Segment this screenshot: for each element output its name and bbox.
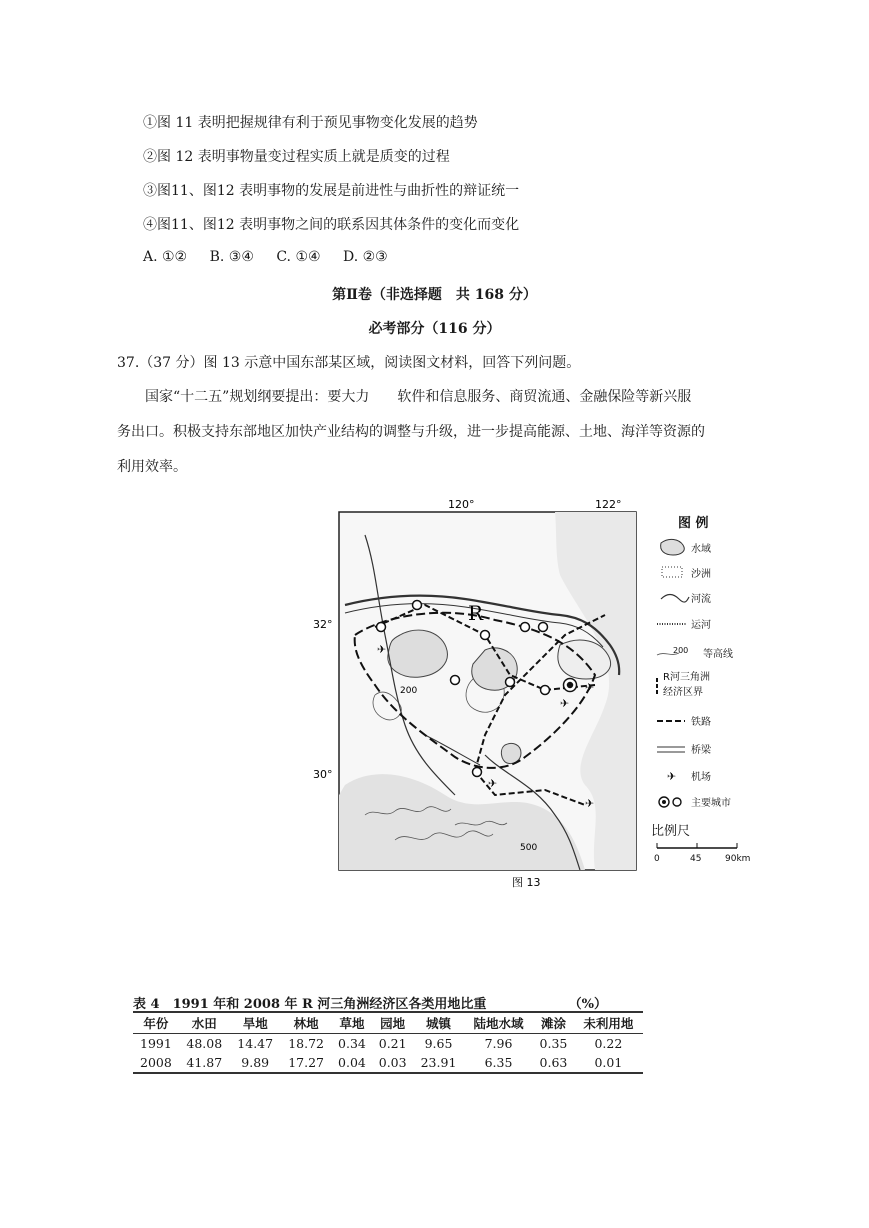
- legend-zone-boundary: 经济区界: [663, 687, 703, 698]
- cell: 0.35: [539, 1036, 568, 1051]
- header-urban: 城镇: [426, 1016, 452, 1031]
- option-statement-1: ①图 11 表明把握规律有利于预见事物变化发展的趋势: [143, 115, 478, 131]
- scale-tick-0: 0: [654, 854, 660, 864]
- cell: 41.87: [186, 1055, 223, 1070]
- legend-contour-sample: 200: [673, 646, 689, 655]
- bridge-icon: [657, 747, 685, 752]
- legend-canal: 运河: [691, 620, 711, 631]
- answer-choices: [143, 249, 388, 265]
- map-caption: 图 13: [512, 876, 541, 889]
- header-tidal-flat: 滩涂: [540, 1016, 566, 1031]
- legend-river: 河流: [691, 594, 711, 605]
- svg-text:✈: ✈: [560, 697, 570, 710]
- cell: 6.35: [484, 1055, 513, 1070]
- cell: 18.72: [288, 1036, 325, 1051]
- legend-airport: 机场: [691, 772, 711, 783]
- header-inland-water: 陆地水域: [473, 1016, 524, 1031]
- legend-title: 图 例: [678, 516, 709, 531]
- airport-icon: ✈: [667, 770, 677, 783]
- lat-label-30: 30°: [313, 768, 333, 781]
- cell: 9.89: [241, 1055, 270, 1070]
- choice-b[interactable]: B. ③④: [209, 249, 254, 265]
- section-title: 第Ⅱ卷（非选择题 共 168 分）: [332, 287, 537, 303]
- cell: 23.91: [420, 1055, 457, 1070]
- table-row: [133, 1053, 643, 1073]
- scale-tick-45: 45: [690, 854, 702, 864]
- header-dryland: 旱地: [242, 1016, 268, 1031]
- land-use-table-block: [133, 993, 645, 1074]
- cell: 48.08: [186, 1036, 223, 1051]
- choice-d[interactable]: D. ②③: [343, 249, 388, 265]
- scale-tick-90: 90km: [725, 854, 751, 864]
- cell: 0.34: [338, 1036, 366, 1051]
- land-use-table: [133, 1011, 643, 1074]
- scale-bar: [657, 843, 737, 848]
- cell: 0.03: [378, 1055, 407, 1070]
- cell: 9.65: [424, 1036, 453, 1051]
- legend-city: 主要城市: [691, 798, 731, 809]
- cell: 0.04: [338, 1055, 366, 1070]
- header-year: 年份: [143, 1016, 169, 1031]
- map-figure: [305, 495, 780, 895]
- legend-contour: 等高线: [703, 649, 733, 660]
- lon-label-120: 120°: [448, 498, 475, 511]
- lon-label-122: 122°: [595, 498, 622, 511]
- option-statement-2: ②图 12 表明事物量变过程实质上就是质变的过程: [143, 149, 450, 165]
- river-label: R: [468, 601, 484, 625]
- option-statement-4: ④图11、图12 表明事物之间的联系因其体条件的变化而变化: [143, 217, 520, 233]
- map-legend: [651, 515, 750, 864]
- river-icon: [661, 595, 689, 603]
- legend-delta-zone: R河三角洲: [663, 672, 710, 683]
- cell: 1991: [140, 1036, 172, 1051]
- header-orchard: 园地: [380, 1016, 406, 1031]
- contour-label-500: 500: [520, 843, 538, 853]
- table-caption: 表 4 1991 年和 2008 年 R 河三角洲经济区各类用地比重: [133, 997, 487, 1012]
- question-stem: 37.（37 分）图 13 示意中国东部某区域，阅读图文材料，回答下列问题。: [117, 355, 581, 371]
- lat-label-32: 32°: [313, 618, 333, 631]
- option-statement-3: ③图11、图12 表明事物的发展是前进性与曲折性的辩证统一: [143, 183, 520, 199]
- choice-a[interactable]: A. ①②: [143, 249, 188, 265]
- cell: 0.63: [539, 1055, 568, 1070]
- table-row: [133, 1034, 643, 1054]
- svg-text:✈: ✈: [377, 643, 387, 656]
- legend-bridge: 桥梁: [691, 745, 711, 756]
- question-paragraph-line-3: 利用效率。: [117, 459, 187, 475]
- table-header-row: [133, 1012, 643, 1034]
- header-unused: 未利用地: [583, 1016, 634, 1031]
- header-forest: 林地: [293, 1016, 319, 1031]
- subsection-title: 必考部分（116 分）: [368, 321, 501, 337]
- cell: 7.96: [484, 1036, 513, 1051]
- cell: 0.22: [594, 1036, 623, 1051]
- header-paddy: 水田: [191, 1016, 217, 1031]
- question-paragraph-line-1: 国家“十二五”规划纲要提出：要大力 软件和信息服务、商贸流通、金融保险等新兴服: [145, 389, 692, 405]
- cell: 14.47: [237, 1036, 274, 1051]
- table-unit: （%）: [568, 997, 607, 1012]
- table-caption-row: [133, 993, 645, 1011]
- svg-text:✈: ✈: [488, 777, 498, 790]
- contour-label-200: 200: [400, 686, 418, 696]
- choice-c[interactable]: C. ①④: [276, 249, 321, 265]
- legend-sandbar: 沙洲: [691, 569, 711, 580]
- region-map: [305, 495, 780, 895]
- cell: 17.27: [288, 1055, 325, 1070]
- sandbar-icon: [662, 567, 682, 577]
- question-paragraph-line-2: 务出口。积极支持东部地区加快产业结构的调整与升级，进一步提高能源、土地、海洋等资源的: [117, 424, 705, 440]
- svg-text:✈: ✈: [585, 681, 595, 694]
- legend-water: 水域: [691, 544, 711, 555]
- svg-text:✈: ✈: [585, 797, 595, 810]
- legend-railway: 铁路: [691, 717, 711, 728]
- lake: [388, 630, 448, 677]
- cell: 0.21: [378, 1036, 407, 1051]
- cell: 2008: [140, 1055, 172, 1070]
- cell: 0.01: [594, 1055, 623, 1070]
- scale-title: 比例尺: [651, 824, 691, 839]
- city-icon: [659, 797, 681, 807]
- water-icon: [661, 539, 685, 555]
- header-grassland: 草地: [339, 1016, 365, 1031]
